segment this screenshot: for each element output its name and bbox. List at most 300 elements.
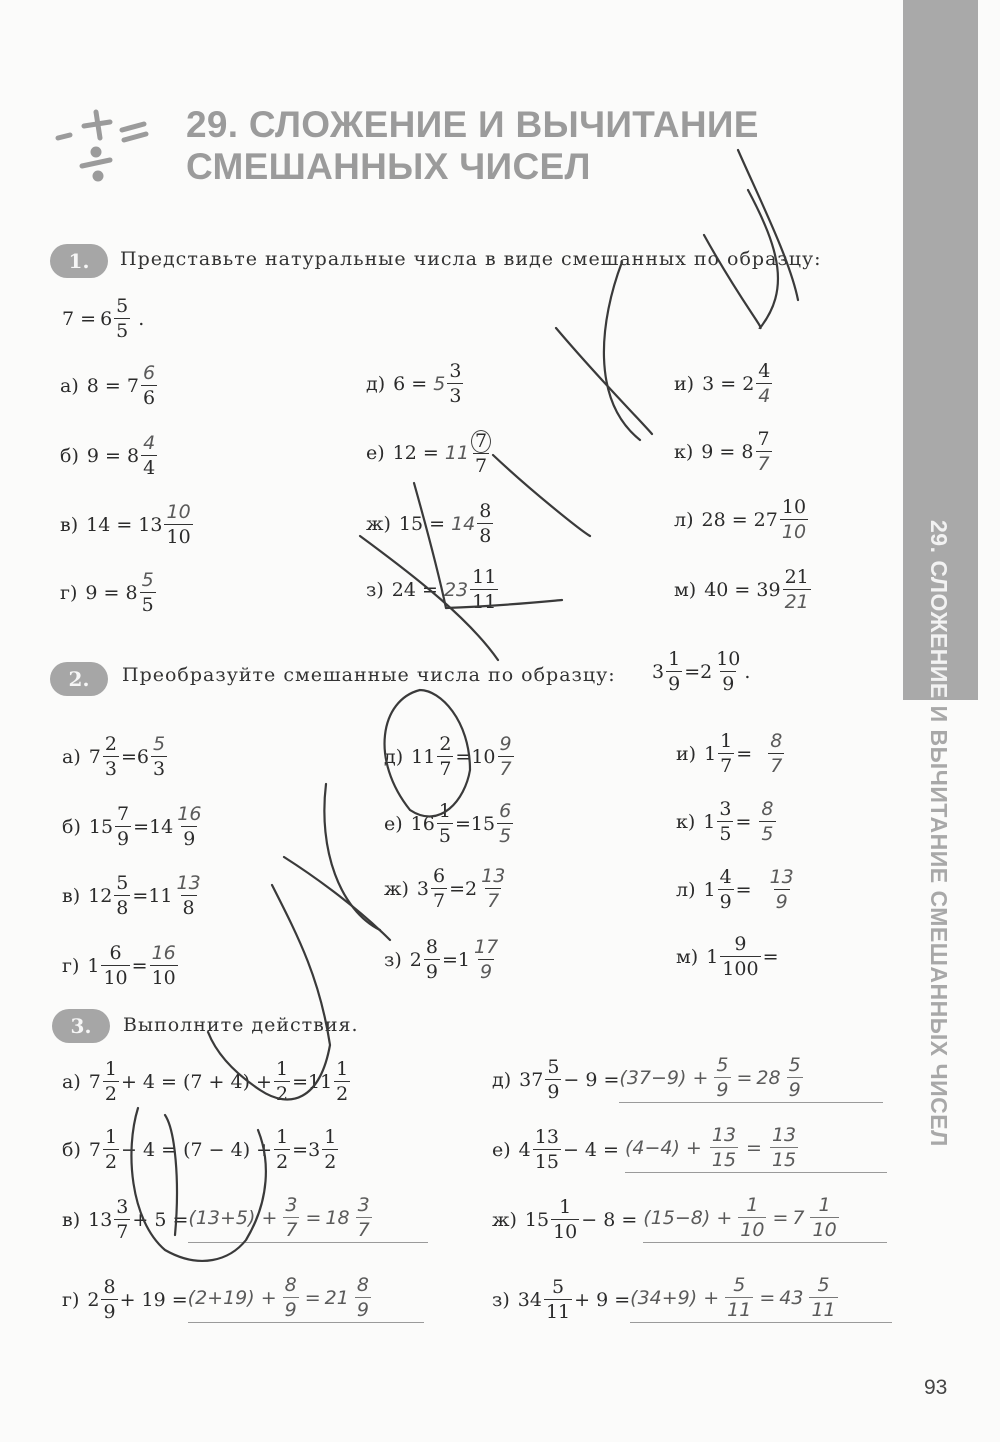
numerator: 2 xyxy=(439,733,452,755)
equals: = xyxy=(759,1287,776,1309)
operation: − 4 = xyxy=(562,1138,619,1161)
handwritten-whole: 5 xyxy=(433,373,446,395)
item-whole: 13 xyxy=(138,514,163,536)
handwritten-denominator: 7 xyxy=(499,758,512,780)
numerator: 3 xyxy=(449,360,462,382)
item-whole: 16 xyxy=(410,813,435,835)
numerator: 10 xyxy=(781,496,807,518)
item-label: в) xyxy=(60,514,79,536)
operation: + 19 = xyxy=(119,1288,188,1311)
fraction-part xyxy=(283,1196,299,1240)
result-whole: 15 xyxy=(470,813,496,835)
expansion: (4−4) + xyxy=(624,1137,702,1159)
denominator: 3 xyxy=(152,758,166,780)
item-lhs: 28 = xyxy=(701,509,748,531)
result-whole: 21 xyxy=(324,1287,349,1309)
denominator: 2 xyxy=(324,1151,337,1173)
handwritten-whole: 14 xyxy=(451,513,476,535)
item-lhs: 12 = xyxy=(392,442,439,464)
item-label: д) xyxy=(366,373,386,395)
item-label: м) xyxy=(676,946,699,968)
numerator: 8 xyxy=(356,1274,369,1296)
item-fraction xyxy=(718,732,734,776)
handwritten-answer xyxy=(188,1196,428,1243)
task-2-item-k: к) 1 $\frac{3}{5}$ = $\frac{8}{5}$ xyxy=(676,798,774,845)
result-fraction xyxy=(355,1276,371,1320)
item-fraction xyxy=(447,362,463,406)
task-1-badge: 1. xyxy=(50,244,108,278)
item-label: г) xyxy=(62,1288,80,1311)
operation: − 4 = xyxy=(121,1139,178,1161)
denominator: 11 xyxy=(472,591,497,613)
item-lhs: 6 = xyxy=(393,373,428,395)
item-whole: 39 xyxy=(756,579,781,601)
item-label: ж) xyxy=(384,878,409,900)
task-1-item-m xyxy=(674,568,813,612)
item-whole: 1 xyxy=(703,811,716,833)
operation: − 9 = xyxy=(563,1068,620,1091)
numerator: 6 xyxy=(109,942,122,964)
denominator: 2 xyxy=(336,1083,349,1105)
numerator: 3 xyxy=(719,798,732,820)
task-1-item-k xyxy=(674,430,774,474)
task-3-instruction: Выполните действия. xyxy=(123,1014,359,1036)
task-3-item-zh xyxy=(492,1196,887,1243)
equals: = xyxy=(746,1137,762,1159)
equals: = xyxy=(292,1139,309,1161)
item-fraction xyxy=(720,935,760,979)
item-label: е) xyxy=(384,813,403,835)
expansion: (2+19) + xyxy=(187,1287,277,1309)
result-whole: 28 xyxy=(756,1067,781,1089)
example-fraction xyxy=(666,650,682,694)
denominator: 5 xyxy=(116,320,129,342)
item-whole: 15 xyxy=(88,816,114,838)
numerator: 5 xyxy=(116,872,129,894)
side-title-highlight: 29. СЛОЖЕНИЕ xyxy=(926,520,952,699)
title-line-2: СМЕШАННЫХ ЧИСЕЛ xyxy=(186,146,591,187)
numerator: 5 xyxy=(552,1275,565,1298)
item-whole: 2 xyxy=(409,949,422,971)
item-fraction xyxy=(141,434,157,478)
result-fraction xyxy=(151,735,167,779)
numerator: 1 xyxy=(275,1058,289,1080)
item-lhs: 40 = xyxy=(704,579,751,601)
item-lhs: 8 = xyxy=(86,375,121,397)
numerator: 5 xyxy=(788,1054,801,1076)
numerator: 1 xyxy=(668,648,681,670)
result-whole: 6 xyxy=(136,746,149,768)
item-fraction xyxy=(780,498,808,542)
result-fraction xyxy=(479,867,507,911)
handwritten-denominator: 21 xyxy=(784,591,809,613)
handwritten-numerator: 17 xyxy=(473,936,499,958)
equals: = xyxy=(304,1287,321,1309)
result-fraction xyxy=(175,874,203,918)
result-fraction xyxy=(498,735,514,779)
item-fraction xyxy=(544,1275,572,1323)
task-2-item-v: в) 12 $\frac{5}{8}$ = 11 $\frac{13}{8}$ xyxy=(62,872,201,919)
page-number: 93 xyxy=(924,1376,948,1399)
example-fraction xyxy=(114,297,130,341)
fraction-part xyxy=(738,1196,766,1240)
item-whole: 7 xyxy=(88,746,101,768)
denominator: 10 xyxy=(151,967,176,989)
numerator: 3 xyxy=(285,1194,298,1216)
numerator: 6 xyxy=(433,865,446,887)
result-fraction xyxy=(322,1128,338,1172)
numerator: 1 xyxy=(746,1194,759,1216)
task-2-example xyxy=(652,650,750,694)
numerator: 1 xyxy=(104,1126,118,1148)
denominator: 9 xyxy=(788,1079,801,1101)
fraction-part xyxy=(274,1128,290,1172)
task-1-item-e xyxy=(366,430,493,476)
handwritten-numerator: 5 xyxy=(152,733,166,755)
item-fraction xyxy=(115,805,131,849)
numerator: 13 xyxy=(534,1125,559,1148)
item-lhs: 9 = xyxy=(701,441,736,463)
result-fraction xyxy=(759,800,775,844)
denominator: 2 xyxy=(104,1151,118,1173)
task-1-item-d xyxy=(366,362,465,406)
item-fraction xyxy=(470,568,498,612)
numerator: 3 xyxy=(357,1194,370,1216)
denominator: 9 xyxy=(716,1079,729,1101)
handwritten-denominator: 4 xyxy=(758,385,771,407)
item-lhs: 9 = xyxy=(86,445,121,467)
item-label: г) xyxy=(62,955,80,977)
expansion: (15−8) + xyxy=(643,1207,733,1229)
denominator: 9 xyxy=(668,673,681,695)
handwritten-numerator: 13 xyxy=(176,872,201,894)
result-fraction xyxy=(810,1196,838,1240)
result-whole: 14 xyxy=(149,816,174,838)
denominator: 5 xyxy=(719,823,732,845)
handwritten-answer xyxy=(630,1276,892,1323)
item-whole: 1 xyxy=(703,879,716,901)
task-1-instruction: Представьте натуральные числа в виде смешанных по образцу: xyxy=(120,248,822,270)
handwritten-numerator: 10 xyxy=(166,501,191,523)
numerator: 7 xyxy=(757,428,770,450)
item-fraction xyxy=(114,874,130,918)
item-whole: 34 xyxy=(517,1288,542,1311)
fraction-part xyxy=(283,1276,299,1320)
result-fraction xyxy=(809,1276,837,1320)
item-label: л) xyxy=(674,509,694,531)
numerator: 1 xyxy=(559,1195,572,1218)
task-2-item-l: л) 1 $\frac{4}{9}$ = $\frac{13}{9}$ xyxy=(676,866,794,913)
numerator: 2 xyxy=(104,733,117,755)
task-2-item-i: и) 1 $\frac{1}{7}$ = $\frac{8}{7}$ xyxy=(676,730,783,777)
item-whole: 3 xyxy=(416,878,429,900)
denominator: 9 xyxy=(425,961,438,983)
item-fraction xyxy=(533,1125,561,1173)
result-fraction xyxy=(175,805,203,849)
numerator: 5 xyxy=(116,295,129,317)
task-1-example xyxy=(62,297,144,341)
numerator: 1 xyxy=(104,1058,117,1080)
handwritten-denominator: 7 xyxy=(757,453,770,475)
handwritten-numerator: 13 xyxy=(481,865,506,887)
denominator: 9 xyxy=(117,828,130,850)
denominator: 5 xyxy=(141,594,154,616)
task-3-item-a xyxy=(62,1060,352,1104)
fraction-part xyxy=(274,1060,290,1104)
task-2-item-b: б) 15 $\frac{7}{9}$ = 14 $\frac{16}{9}$ xyxy=(62,803,202,850)
equals: = xyxy=(736,1067,753,1089)
item-label: ж) xyxy=(366,513,391,535)
denominator: 7 xyxy=(285,1219,298,1241)
item-whole: 7 xyxy=(88,1139,101,1161)
result-whole: 43 xyxy=(779,1287,804,1309)
numerator: 5 xyxy=(716,1054,729,1076)
item-fraction xyxy=(141,364,157,408)
result-whole: 11 xyxy=(307,1071,333,1093)
numerator: 21 xyxy=(784,566,809,588)
denominator: 9 xyxy=(183,828,196,850)
task-1-item-v xyxy=(60,503,195,547)
denominator: 9 xyxy=(722,673,735,695)
item-fraction xyxy=(114,1195,130,1243)
denominator: 8 xyxy=(116,897,129,919)
result-whole: 3 xyxy=(308,1139,321,1161)
item-fraction xyxy=(431,867,447,911)
item-lhs: 15 = xyxy=(398,513,446,535)
result-fraction xyxy=(787,1056,803,1100)
item-fraction xyxy=(783,568,811,612)
page-title xyxy=(186,104,759,188)
numerator: 5 xyxy=(547,1055,560,1078)
denominator: 10 xyxy=(740,1219,765,1241)
result-fraction xyxy=(768,732,784,776)
denominator: 7 xyxy=(720,755,733,777)
numerator: 8 xyxy=(479,500,492,522)
handwritten-answer xyxy=(619,1056,883,1103)
numerator: 8 xyxy=(425,936,438,958)
expansion: (13+5) + xyxy=(188,1207,278,1229)
numerator: 1 xyxy=(438,800,451,822)
item-whole: 2 xyxy=(87,1288,100,1311)
item-lhs: 9 = xyxy=(85,582,120,604)
task-3-item-g xyxy=(62,1276,424,1323)
item-label: е) xyxy=(366,442,385,464)
result-whole: 7 xyxy=(792,1207,805,1229)
item-label: д) xyxy=(492,1068,512,1091)
fraction-part xyxy=(714,1056,730,1100)
task-1-item-b xyxy=(60,434,159,478)
item-fraction xyxy=(717,800,733,844)
numerator: 9 xyxy=(734,933,747,955)
task-3-item-d xyxy=(492,1056,883,1103)
example-tail: . xyxy=(744,661,751,683)
result-whole: 1 xyxy=(457,949,470,971)
task-2-badge: 2. xyxy=(50,662,108,696)
denominator: 2 xyxy=(104,1083,117,1105)
handwritten-denominator: 5 xyxy=(499,825,512,847)
denominator: 10 xyxy=(103,967,128,989)
item-label: к) xyxy=(676,811,696,833)
task-2-item-zh: ж) 3 $\frac{6}{7}$ = 2 $\frac{13}{7}$ xyxy=(384,865,506,912)
denominator: 7 xyxy=(433,890,446,912)
item-label: б) xyxy=(62,1139,81,1161)
denominator: 100 xyxy=(722,958,759,980)
numerator: 8 xyxy=(103,1275,116,1298)
result-fraction xyxy=(770,1126,798,1170)
task-2-item-z: з) 2 $\frac{8}{9}$ = 1 $\frac{17}{9}$ xyxy=(384,936,499,983)
item-label: е) xyxy=(492,1138,511,1161)
task-2-item-m: м) 1 $\frac{9}{100}$ = xyxy=(676,933,779,980)
denominator: 9 xyxy=(547,1080,560,1103)
item-whole: 7 xyxy=(126,375,139,397)
handwritten-denominator: 9 xyxy=(480,961,493,983)
math-operations-icon xyxy=(52,100,162,190)
denominator: 9 xyxy=(356,1299,369,1321)
result-fraction xyxy=(150,944,178,988)
denominator: 7 xyxy=(357,1219,370,1241)
equals: = xyxy=(772,1207,789,1229)
item-whole: 1 xyxy=(87,955,100,977)
example-whole: 6 xyxy=(100,308,113,330)
denominator: 10 xyxy=(553,1220,578,1243)
result-whole: 10 xyxy=(471,746,496,768)
numerator: 1 xyxy=(324,1126,337,1148)
numerator: 5 xyxy=(817,1274,830,1296)
item-whole: 1 xyxy=(704,743,717,765)
handwritten-answer xyxy=(188,1276,424,1323)
item-label: м) xyxy=(674,579,697,601)
result-whole: 18 xyxy=(325,1207,350,1229)
item-fraction xyxy=(101,1275,117,1323)
denominator: 2 xyxy=(276,1151,289,1173)
denominator: 9 xyxy=(284,1299,297,1321)
item-fraction xyxy=(103,1060,119,1104)
item-lhs: 24 = xyxy=(391,579,438,601)
denominator: 15 xyxy=(711,1149,737,1171)
task-3-item-z xyxy=(492,1276,892,1323)
task-1-item-l xyxy=(674,498,810,542)
task-3-item-e xyxy=(492,1126,887,1173)
item-label: в) xyxy=(62,885,81,907)
item-fraction xyxy=(437,802,453,846)
expansion: (7 − 4) + xyxy=(183,1139,273,1161)
handwritten-whole: 23 xyxy=(443,579,469,601)
handwritten-denominator: 7 xyxy=(487,890,500,912)
item-label: а) xyxy=(62,1071,81,1093)
item-label: з) xyxy=(384,949,402,971)
item-whole: 8 xyxy=(126,445,140,467)
item-whole: 2 xyxy=(742,373,755,395)
chapter-side-title xyxy=(912,520,952,1160)
handwritten-answer xyxy=(625,1126,887,1173)
item-label: и) xyxy=(676,743,697,765)
item-label: з) xyxy=(492,1288,510,1311)
result-fraction xyxy=(768,868,796,912)
fraction-part xyxy=(710,1126,738,1170)
side-title-rest: И ВЫЧИТАНИЕ СМЕШАННЫХ ЧИСЕЛ xyxy=(926,698,952,1147)
denominator: 7 xyxy=(439,758,452,780)
handwritten-denominator: 7 xyxy=(770,755,783,777)
denominator: 5 xyxy=(438,825,451,847)
numerator: 5 xyxy=(733,1274,746,1296)
item-fraction xyxy=(103,1128,119,1172)
expansion: (34+9) + xyxy=(630,1287,720,1309)
operation: + 9 = xyxy=(574,1288,631,1311)
denominator: 7 xyxy=(116,1220,129,1243)
item-whole: 11 xyxy=(411,746,436,768)
result-fraction xyxy=(497,802,513,846)
numerator: 13 xyxy=(771,1124,797,1146)
item-whole: 1 xyxy=(706,946,719,968)
example-whole: 2 xyxy=(700,661,713,683)
denominator: 3 xyxy=(104,758,117,780)
result-whole: 2 xyxy=(465,878,478,900)
title-line-1: 29. СЛОЖЕНИЕ И ВЫЧИТАНИЕ xyxy=(186,104,759,145)
handwritten-numerator: 16 xyxy=(177,803,202,825)
task-1-item-i xyxy=(674,362,774,406)
task-2-item-g: г) 1 $\frac{6}{10}$ = $\frac{16}{10}$ xyxy=(62,942,176,989)
handwritten-numerator: 8 xyxy=(770,730,783,752)
denominator: 15 xyxy=(534,1150,559,1173)
handwritten-numerator: 8 xyxy=(761,798,774,820)
item-label: з) xyxy=(366,579,384,601)
example-fraction xyxy=(714,650,742,694)
numerator: 11 xyxy=(472,566,497,588)
item-fraction xyxy=(424,938,440,982)
result-fraction xyxy=(356,1196,372,1240)
handwritten-denominator: 9 xyxy=(775,891,788,913)
item-fraction xyxy=(437,735,453,779)
task-2-instruction: Преобразуйте смешанные числа по образцу: xyxy=(122,664,616,686)
item-whole: 4 xyxy=(518,1138,531,1161)
item-whole: 27 xyxy=(753,509,778,531)
item-fraction xyxy=(551,1195,579,1243)
item-whole: 12 xyxy=(88,885,113,907)
denominator: 9 xyxy=(103,1300,116,1323)
operation: − 8 = xyxy=(581,1208,638,1231)
item-label: д) xyxy=(384,746,404,768)
numerator: 1 xyxy=(336,1058,349,1080)
task-2-item-d: д) 11 $\frac{2}{7}$ = 10 $\frac{9}{7}$ xyxy=(384,733,512,780)
item-fraction xyxy=(718,868,734,912)
task-1-item-z xyxy=(366,568,500,612)
handwritten-whole: 11 xyxy=(444,442,470,464)
numerator: 3 xyxy=(116,1195,129,1218)
task-3-item-v xyxy=(62,1196,428,1243)
operation: + 5 = xyxy=(132,1208,189,1231)
denominator: 10 xyxy=(812,1219,837,1241)
item-label: б) xyxy=(60,445,79,467)
denominator: 3 xyxy=(449,385,462,407)
example-tail: . xyxy=(138,308,145,330)
item-fraction xyxy=(471,430,491,476)
item-label: а) xyxy=(62,746,81,768)
handwritten-numerator: 4 xyxy=(143,432,156,454)
item-lhs: 14 = xyxy=(86,514,133,536)
denominator: 11 xyxy=(811,1299,836,1321)
item-whole: 7 xyxy=(88,1071,101,1093)
handwritten-numerator: 13 xyxy=(769,866,794,888)
denominator: 15 xyxy=(771,1149,797,1171)
item-fraction xyxy=(101,944,129,988)
equals: = xyxy=(292,1071,308,1093)
item-fraction xyxy=(103,735,119,779)
handwritten-numerator: 5 xyxy=(141,569,154,591)
numerator: 7 xyxy=(117,803,130,825)
item-label: и) xyxy=(674,373,695,395)
task-2-item-a: а) 7 $\frac{2}{3}$ = 6 $\frac{5}{3}$ xyxy=(62,733,166,780)
numerator: 8 xyxy=(284,1274,297,1296)
